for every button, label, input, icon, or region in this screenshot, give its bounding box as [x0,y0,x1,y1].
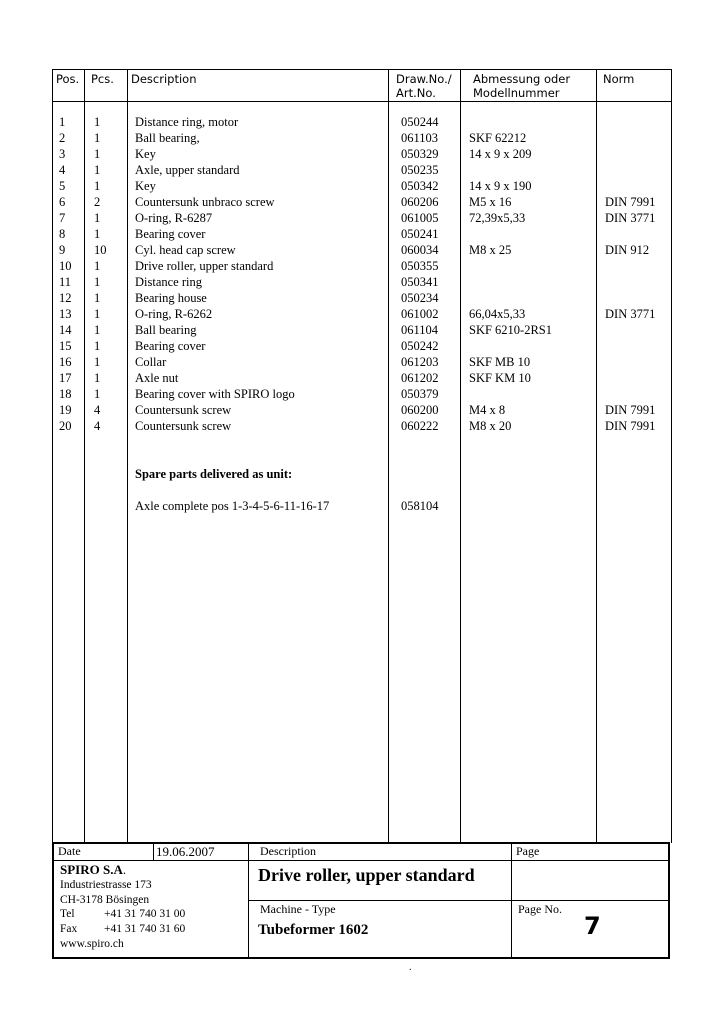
cell-pcs: 1 [94,291,101,305]
header-divider [53,101,671,102]
tb-divider [153,844,154,860]
cell-desc: Countersunk screw [135,419,232,433]
document-title: Drive roller, upper standard [258,865,475,885]
cell-pos: 6 [59,195,66,209]
cell-pcs: 1 [94,275,101,289]
machine-type-value: Tubeformer 1602 [258,922,369,938]
cell-art: 061104 [401,323,439,337]
cell-norm: DIN 7991 [605,195,656,209]
cell-norm: DIN 3771 [605,211,656,225]
company-website: www.spiro.ch [60,938,124,950]
cell-art: 061005 [401,211,439,225]
cell-pcs: 10 [94,243,107,257]
cell-art: 050244 [401,115,439,129]
cell-desc: Key [135,147,156,161]
cell-pcs: 1 [94,339,101,353]
tb-divider [511,860,668,861]
tb-divider [248,900,668,901]
cell-pos: 12 [59,291,72,305]
cell-pos: 2 [59,131,66,145]
cell-pos: 3 [59,147,66,161]
cell-art: 061002 [401,307,439,321]
cell-dim: SKF MB 10 [469,355,531,369]
title-block [52,842,670,959]
cell-pcs: 1 [94,163,101,177]
cell-pos: 16 [59,355,72,369]
spare-item-art: 058104 [401,499,439,513]
cell-dim: M5 x 16 [469,195,512,209]
cell-pcs: 1 [94,307,101,321]
cell-pos: 1 [59,115,66,129]
header-draw-no: Draw.No./ Art.No. [396,72,452,100]
cell-dim: 72,39x5,33 [469,211,526,225]
date-label: Date [58,844,81,858]
cell-desc: Collar [135,355,167,369]
cell-pos: 8 [59,227,66,241]
cell-art: 061202 [401,371,439,385]
cell-pcs: 1 [94,227,101,241]
cell-norm: DIN 7991 [605,419,656,433]
company-fax: Fax +41 31 740 31 60 [60,923,186,935]
cell-desc: Ball bearing, [135,131,200,145]
cell-pcs: 1 [94,259,101,273]
cell-art: 050355 [401,259,439,273]
footer-mark: . [409,962,412,973]
cell-pos: 20 [59,419,72,433]
cell-art: 061203 [401,355,439,369]
cell-desc: Cyl. head cap screw [135,243,236,257]
cell-dim: SKF 6210-2RS1 [469,323,553,337]
header-norm: Norm [603,72,635,86]
page-label: Page [516,844,540,858]
cell-desc: Bearing cover [135,227,206,241]
cell-pos: 5 [59,179,66,193]
cell-desc: Bearing cover with SPIRO logo [135,387,295,401]
col-divider [596,70,597,843]
cell-pcs: 1 [94,371,101,385]
cell-desc: O-ring, R-6287 [135,211,213,225]
col-divider [84,70,85,843]
cell-art: 050242 [401,339,439,353]
parts-table [52,69,672,843]
cell-pcs: 4 [94,419,101,433]
cell-desc: O-ring, R-6262 [135,307,213,321]
cell-art: 050241 [401,227,439,241]
header-pos: Pos. [56,72,80,86]
cell-pos: 17 [59,371,72,385]
cell-pcs: 1 [94,131,101,145]
description-label: Description [260,844,316,858]
cell-pos: 10 [59,259,72,273]
cell-desc: Countersunk unbraco screw [135,195,275,209]
cell-desc: Bearing house [135,291,207,305]
cell-pos: 4 [59,163,66,177]
cell-dim: 14 x 9 x 209 [469,147,532,161]
company-city: CH-3178 Bösingen [60,894,150,906]
cell-pcs: 1 [94,323,101,337]
cell-pcs: 1 [94,355,101,369]
cell-pos: 19 [59,403,72,417]
tb-divider [54,860,511,861]
cell-pcs: 1 [94,211,101,225]
cell-pos: 13 [59,307,72,321]
company-street: Industriestrasse 173 [60,879,152,891]
cell-art: 061103 [401,131,439,145]
company-name: SPIRO S.A. [60,862,127,877]
cell-desc: Distance ring, motor [135,115,239,129]
cell-pos: 11 [59,275,72,289]
cell-pcs: 4 [94,403,101,417]
cell-pos: 7 [59,211,66,225]
cell-desc: Bearing cover [135,339,206,353]
cell-art: 060200 [401,403,439,417]
cell-pcs: 1 [94,387,101,401]
cell-art: 050235 [401,163,439,177]
cell-art: 050329 [401,147,439,161]
cell-pos: 15 [59,339,72,353]
cell-dim: 14 x 9 x 190 [469,179,532,193]
cell-norm: DIN 7991 [605,403,656,417]
cell-art: 050234 [401,291,439,305]
col-divider [460,70,461,843]
cell-desc: Countersunk screw [135,403,232,417]
cell-dim: SKF KM 10 [469,371,531,385]
header-description: Description [131,72,197,86]
cell-art: 050341 [401,275,439,289]
company-tel: Tel +41 31 740 31 00 [60,908,186,920]
col-divider [127,70,128,843]
cell-pcs: 2 [94,195,101,209]
cell-pcs: 1 [94,147,101,161]
cell-dim: M8 x 25 [469,243,512,257]
cell-pcs: 1 [94,179,101,193]
machine-type-label: Machine - Type [260,902,336,916]
page-number: 7 [584,912,601,940]
date-value: 19.06.2007 [156,844,215,859]
cell-dim: 66,04x5,33 [469,307,526,321]
cell-art: 060206 [401,195,439,209]
cell-pos: 14 [59,323,72,337]
cell-dim: M8 x 20 [469,419,512,433]
cell-desc: Axle, upper standard [135,163,240,177]
cell-art: 060034 [401,243,439,257]
cell-desc: Axle nut [135,371,179,385]
spare-item-desc: Axle complete pos 1-3-4-5-6-11-16-17 [135,499,330,513]
cell-desc: Ball bearing [135,323,197,337]
header-abmessung: Abmessung oder Modellnummer [473,72,571,100]
cell-dim: SKF 62212 [469,131,527,145]
cell-desc: Drive roller, upper standard [135,259,274,273]
cell-desc: Key [135,179,156,193]
spare-heading: Spare parts delivered as unit: [135,467,293,481]
cell-norm: DIN 912 [605,243,650,257]
col-divider [388,70,389,843]
cell-pcs: 1 [94,115,101,129]
cell-art: 050342 [401,179,439,193]
cell-norm: DIN 3771 [605,307,656,321]
cell-desc: Distance ring [135,275,202,289]
cell-art: 050379 [401,387,439,401]
cell-dim: M4 x 8 [469,403,506,417]
page-no-label: Page No. [518,902,562,916]
cell-pos: 18 [59,387,72,401]
cell-art: 060222 [401,419,439,433]
cell-pos: 9 [59,243,66,257]
header-pcs: Pcs. [91,72,114,86]
